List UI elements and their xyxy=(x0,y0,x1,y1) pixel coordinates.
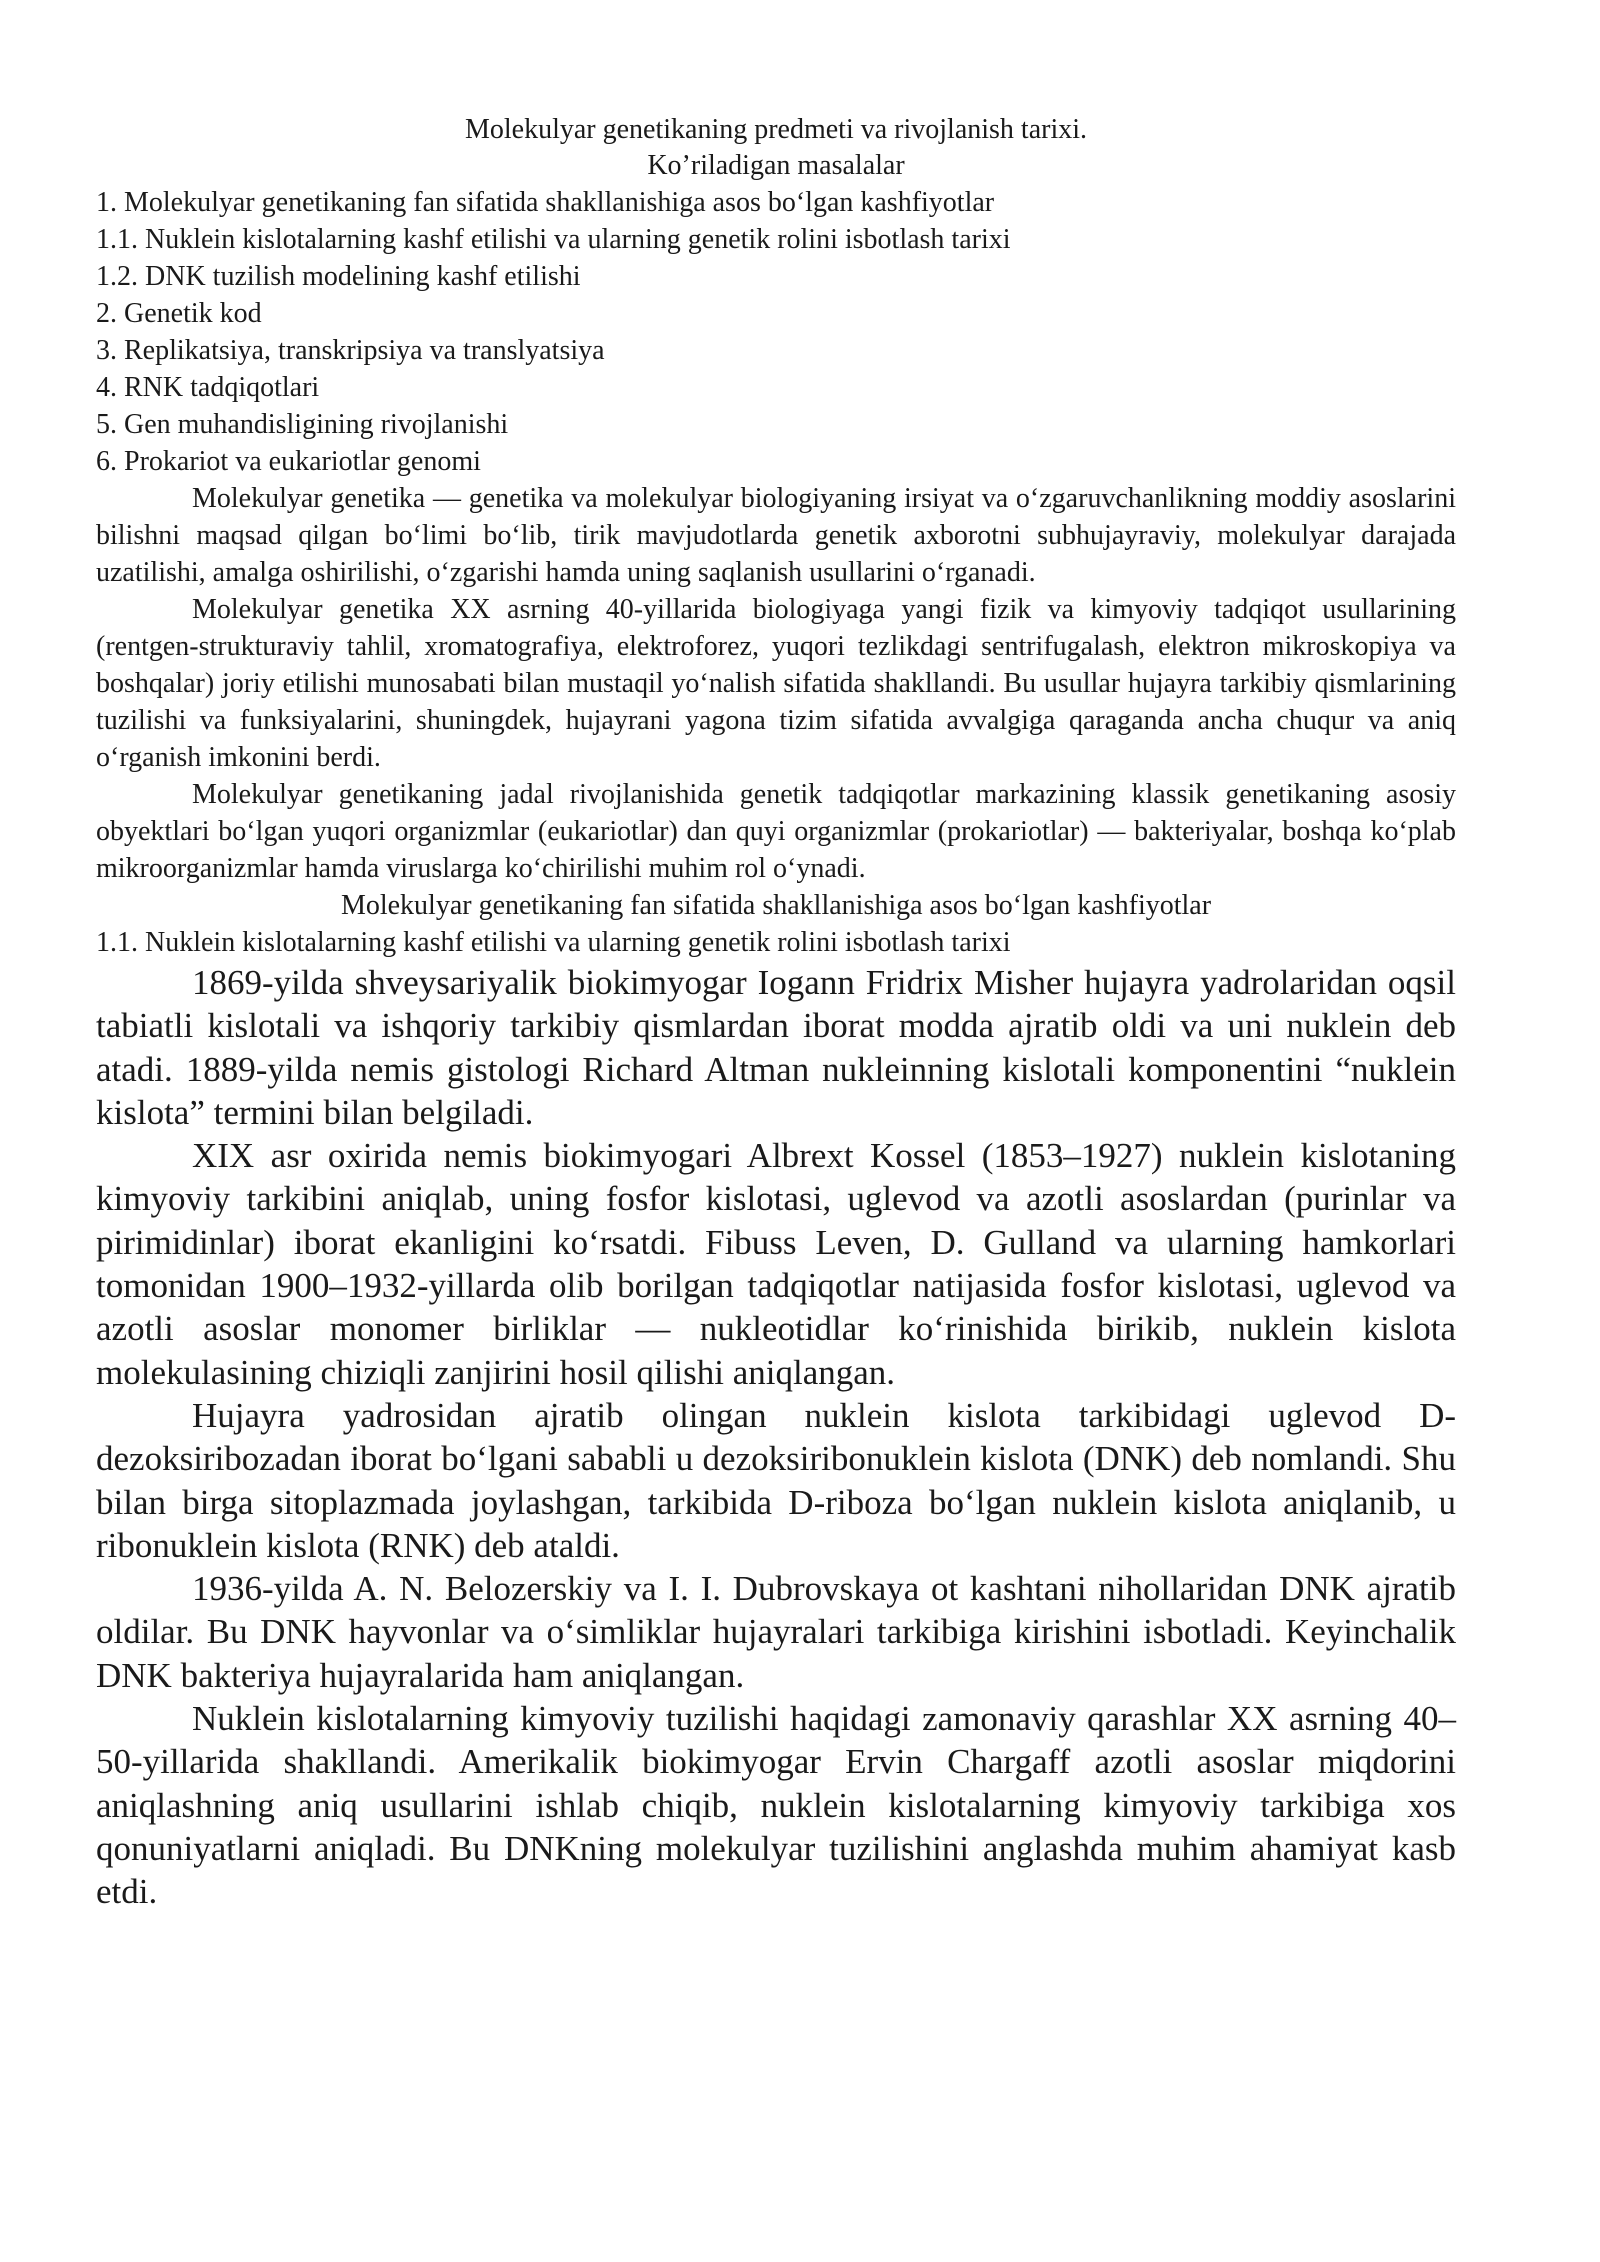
contents-item: 4. RNK tadqiqotlari xyxy=(96,372,320,403)
document-title: Molekulyar genetikaning predmeti va rivojlanish tarixi. xyxy=(464,114,1088,145)
contents-item: 1.1. Nuklein kislotalarning kashf etilishi va ularning genetik rolini isbotlash tarixi xyxy=(96,224,1011,255)
contents-item: 1. Molekulyar genetikaning fan sifatida shakllanishiga asos bo‘lgan kashfiyotlar xyxy=(96,187,995,218)
contents-item: 2. Genetik kod xyxy=(96,298,262,329)
page-content xyxy=(96,112,1456,1914)
document-subtitle: Ko’riladigan masalalar xyxy=(647,150,905,181)
intro-paragraph: Molekulyar genetikaning jadal rivojlanishida genetik tadqiqotlar markazining klassik genetikaning asosiy obyektlari bo‘lgan yuqori organizmlar (eukariotlar) dan quyi organizmlar (prokariotlar) — bakteriyalar, boshqa ko‘plab mikroorganizmlar hamda viruslarga ko‘chirilishi muhim rol o‘ynadi. xyxy=(96,779,1456,884)
contents-item: 1.2. DNK tuzilish modelining kashf etilishi xyxy=(96,261,581,292)
body-paragraph: 1869-yilda shveysariyalik biokimyogar Iogann Fridrix Misher hujayra yadrolaridan oqsil tabiatli kislotali va ishqoriy tarkibiy qismlardan iborat modda ajratib oldi va uni nuklein deb atadi. 1889-yilda nemis gistologi Richard Altman nukleinning kislotali komponentini “nuklein kislota” termini bilan belgiladi. xyxy=(96,963,1456,1132)
contents-list xyxy=(96,184,1456,480)
intro-paragraph: Molekulyar genetika — genetika va molekulyar biologiyaning irsiyat va o‘zgaruvchanlikning moddiy asoslarini bilishni maqsad qilgan bo‘limi bo‘lib, tirik mavjudotlarda genetik axborotni subhujayraviy, molekulyar darajada uzatilishi, amalga oshirilishi, o‘zgarishi hamda uning saqlanish usullarini o‘rganadi. xyxy=(96,483,1456,588)
contents-item: 6. Prokariot va eukariotlar genomi xyxy=(96,446,481,477)
subsection-heading: 1.1. Nuklein kislotalarning kashf etilishi va ularning genetik rolini isbotlash tarixi xyxy=(96,927,1011,958)
body-paragraph: Nuklein kislotalarning kimyoviy tuzilishi haqidagi zamonaviy qarashlar XX asrning 40–50-yillarida shakllandi. Amerikalik biokimyogar Ervin Chargaff azotli asoslar miqdorini aniqlashning aniq usullarini ishlab chiqib, nuklein kislotalarning kimyoviy tarkibiga xos qonuniyatlarni aniqladi. Bu DNKning molekulyar tuzilishini anglashda muhim ahamiyat kasb etdi. xyxy=(96,1699,1456,1912)
section-heading: Molekulyar genetikaning fan sifatida shakllanishiga asos bo‘lgan kashfiyotlar xyxy=(340,890,1212,921)
body-paragraph: 1936-yilda A. N. Belozerskiy va I. I. Dubrovskaya ot kashtani nihollaridan DNK ajratib oldilar. Bu DNK hayvonlar va o‘simliklar hujayralari tarkibiga kirishini isbotladi. Keyinchalik DNK bakteriya hujayralarida ham aniqlangan. xyxy=(96,1569,1456,1695)
contents-item: 3. Replikatsiya, transkripsiya va translyatsiya xyxy=(96,335,605,366)
body-paragraph: Hujayra yadrosidan ajratib olingan nuklein kislota tarkibidagi uglevod D-dezoksiribozadan iborat bo‘lgani sababli u dezoksiribonuklein kislota (DNK) deb nomlandi. Shu bilan birga sitoplazmada joylashgan, tarkibida D-riboza bo‘lgan nuklein kislota aniqlanib, u ribonuklein kislota (RNK) deb ataldi. xyxy=(96,1395,1456,1565)
contents-item: 5. Gen muhandisligining rivojlanishi xyxy=(96,409,509,440)
intro-paragraph: Molekulyar genetika XX asrning 40-yillarida biologiyaga yangi fizik va kimyoviy tadqiqot usullarining (rentgen-strukturaviy tahlil, xromatografiya, elektroforez, yuqori tezlikdagi sentrifugalash, elektron mikroskopiya va boshqalar) joriy etilishi munosabati bilan mustaqil yo‘nalish sifatida shakllandi. Bu usullar hujayra tarkibiy qismlarining tuzilishi va funksiyalarini, shuningdek, hujayrani yagona tizim sifatida avvalgiga qaraganda ancha chuqur va aniq o‘rganish imkonini berdi. xyxy=(96,594,1456,773)
body-paragraph: XIX asr oxirida nemis biokimyogari Albrext Kossel (1853–1927) nuklein kislotaning kimyoviy tarkibini aniqlab, uning fosfor kislotasi, uglevod va azotli asoslardan (purinlar va pirimidinlar) iborat ekanligini ko‘rsatdi. Fibuss Leven, D. Gulland va ularning hamkorlari tomonidan 1900–1932-yillarda olib borilgan tadqiqotlar natijasida fosfor kislotasi, uglevod va azotli asoslar monomer birliklar — nukleotidlar ko‘rinishida birikib, nuklein kislota molekulasining chiziqli zanjirini hosil qilishi aniqlangan. xyxy=(96,1136,1456,1392)
